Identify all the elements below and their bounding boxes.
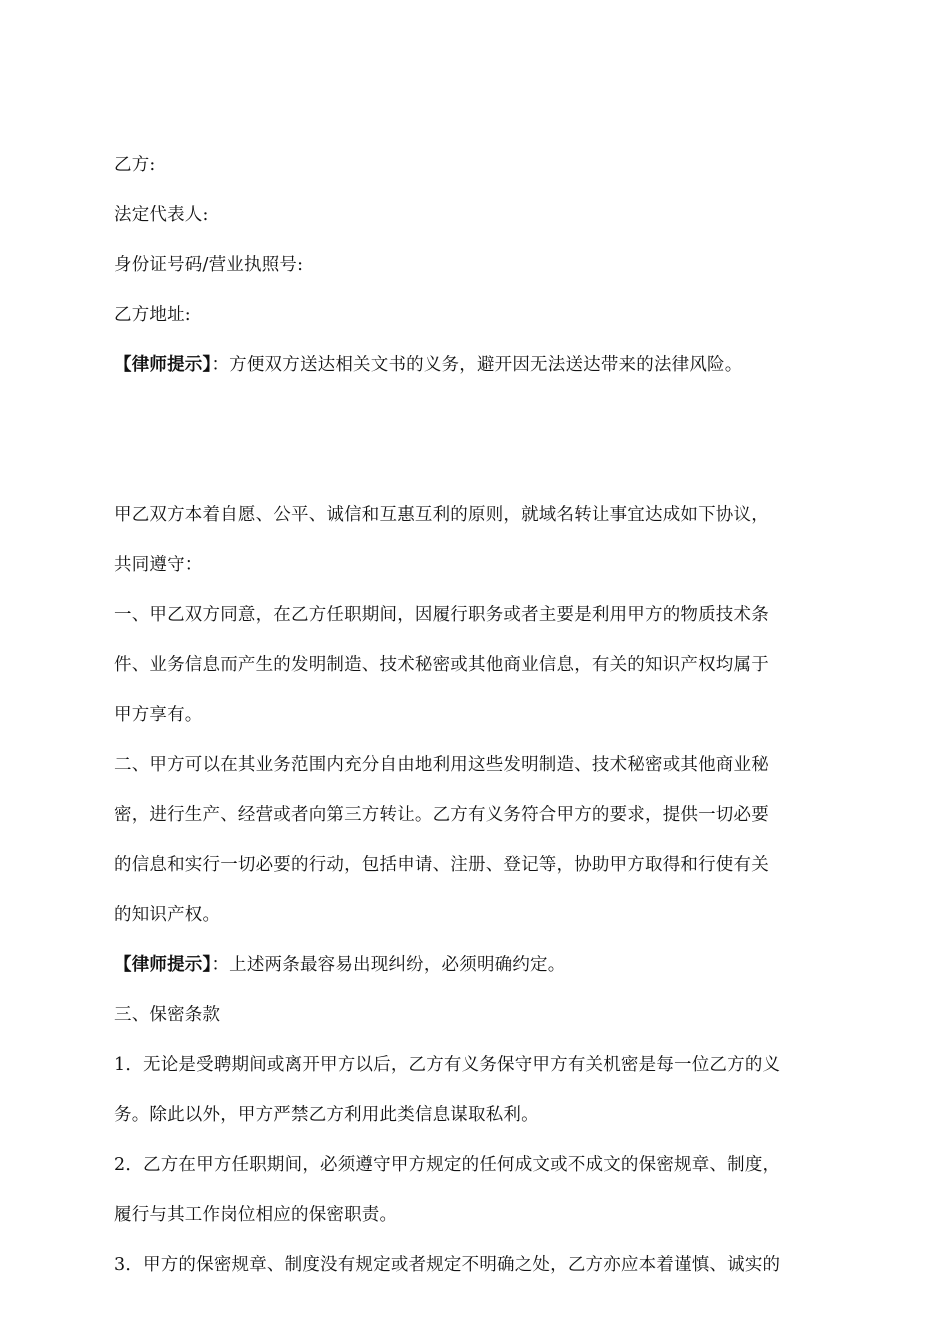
clause-3-item-2-line-1: 2．乙方在甲方任职期间，必须遵守甲方规定的任何成文或不成文的保密规章、制度， <box>114 1155 781 1175</box>
intro-line-2: 共同遵守： <box>114 555 203 575</box>
clause-1-line-3: 甲方享有。 <box>114 705 203 725</box>
lawyer-tip-2-label: 【律师提示】 <box>114 955 212 975</box>
clause-3-title: 三、保密条款 <box>114 1005 221 1025</box>
clause-2-line-4: 的知识产权。 <box>114 905 221 925</box>
clause-2-line-2: 密，进行生产、经营或者向第三方转让。乙方有义务符合甲方的要求，提供一切必要 <box>114 805 769 825</box>
clause-1-line-2: 件、业务信息而产生的发明制造、技术秘密或其他商业信息，有关的知识产权均属于 <box>114 655 769 675</box>
lawyer-tip-2 <box>114 954 844 976</box>
clause-3-item-1-line-1: 1．无论是受聘期间或离开甲方以后，乙方有义务保守甲方有关机密是每一位乙方的义 <box>114 1055 781 1075</box>
clause-2-line-1: 二、甲方可以在其业务范围内充分自由地利用这些发明制造、技术秘密或其他商业秘 <box>114 755 769 775</box>
lawyer-tip-1-label: 【律师提示】 <box>114 355 212 375</box>
intro-line-1: 甲乙双方本着自愿、公平、诚信和互惠互利的原则，就域名转让事宜达成如下协议， <box>114 505 769 525</box>
party-b-address-label: 乙方地址: <box>114 305 191 325</box>
lawyer-tip-2-text: ：上述两条最容易出现纠纷，必须明确约定。 <box>211 955 566 975</box>
party-b-id-label: 身份证号码/营业执照号: <box>114 255 304 275</box>
clause-3-item-1-line-2: 务。除此以外，甲方严禁乙方利用此类信息谋取私利。 <box>114 1105 539 1125</box>
clause-3-item-3-line-1: 3．甲方的保密规章、制度没有规定或者规定不明确之处，乙方亦应本着谨慎、诚实的 <box>114 1255 781 1275</box>
clause-2-line-3: 的信息和实行一切必要的行动，包括申请、注册、登记等，协助甲方取得和行使有关 <box>114 855 769 875</box>
party-b-name-label: 乙方: <box>114 155 156 175</box>
clause-3-item-2-line-2: 履行与其工作岗位相应的保密职责。 <box>114 1205 398 1225</box>
lawyer-tip-1 <box>114 354 844 376</box>
party-b-representative-label: 法定代表人: <box>114 205 209 225</box>
clause-1-line-1: 一、甲乙双方同意，在乙方任职期间，因履行职务或者主要是利用甲方的物质技术条 <box>114 605 769 625</box>
lawyer-tip-1-text: ：方便双方送达相关文书的义务，避开因无法送达带来的法律风险。 <box>211 355 743 375</box>
